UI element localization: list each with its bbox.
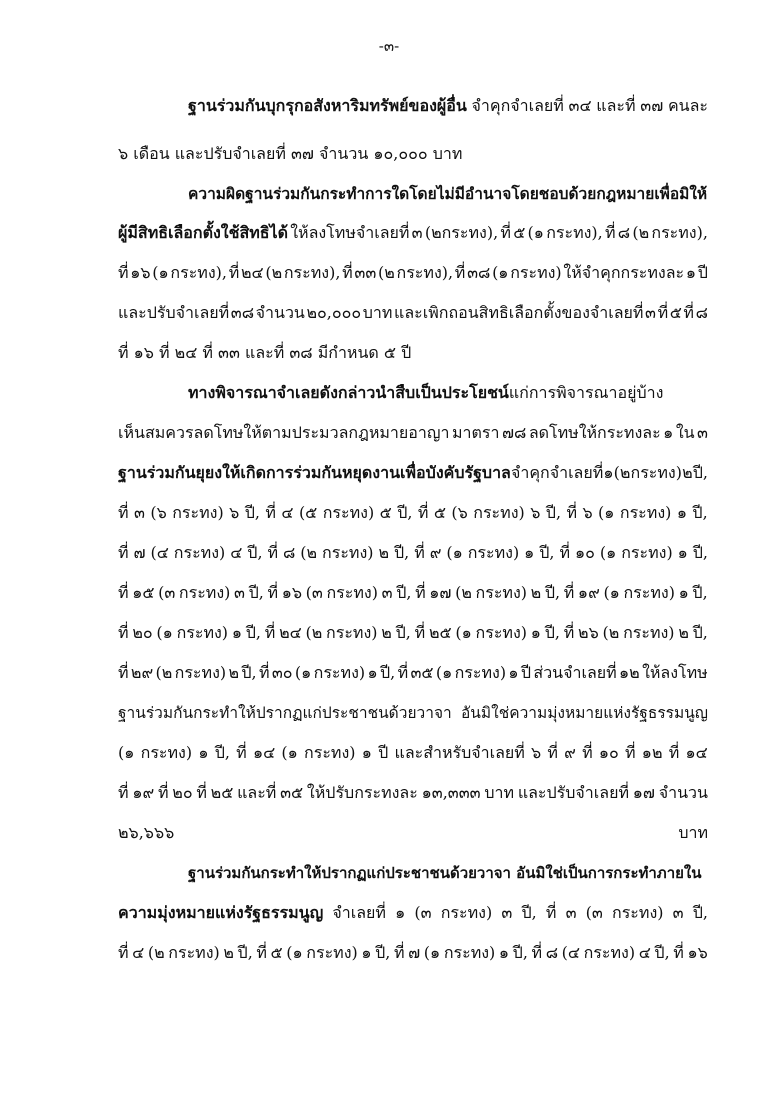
text-line: ที่ ๒๙ (๒ กระทง) ๒ ปี, ที่ ๓๐ (๑ กระทง) ๑ ปี, ที่ ๓๕ (๑ กระทง) ๑ ปี ส่วนจำเลยที่ ๑๒ ให้ลงโทษ [118, 663, 708, 682]
bold-heading-text: ทางพิจารณาจำเลยดังกล่าวนำสืบเป็นประโยชน์ [188, 383, 509, 402]
text-line [188, 862, 708, 884]
page-number: -๓- [378, 37, 400, 55]
text-line: ฐานร่วมกันกระทำให้ปรากฏแก่ประชาชนด้วยวาจา อันมิใช่ความมุ่งหมายแห่งรัฐธรรมนูญ [118, 704, 708, 722]
text-line [188, 382, 708, 404]
text-line: ที่ ๑๖ (๑ กระทง), ที่ ๒๔ (๒ กระทง), ที่ ๓๓ (๒ กระทง), ที่ ๓๘ (๑ กระทง) ให้จำคุกกระทงละ ๑ ปี [118, 263, 708, 282]
text-line: (๑ กระทง) ๑ ปี, ที่ ๑๔ (๑ กระทง) ๑ ปี และสำหรับจำเลยที่ ๖ ที่ ๙ ที่ ๑๐ ที่ ๑๒ ที่ ๑๔ [118, 743, 708, 762]
text-line: ผู้มีสิทธิเลือกตั้งใช้สิทธิได้ ให้ลงโทษจำเลยที่ ๓ (๒กระทง), ที่ ๕ (๑ กระทง), ที่ ๘ (๒ กระทง), [118, 223, 708, 242]
body-text: ๖ เดือน และปรับจำเลยที่ ๓๗ จำนวน ๑๐,๐๐๐ บาท [118, 144, 463, 163]
text-line [118, 143, 708, 165]
text-line: ฐานร่วมกันบุกรุกอสังหาริมทรัพย์ของผู้อื่น จำคุกจำเลยที่ ๓๔ และที่ ๓๗ คนละ [188, 96, 708, 115]
text-line: ๒๖,๖๖๖ บาท [118, 823, 708, 842]
text-line: ที่ ๒๐ (๑ กระทง) ๑ ปี, ที่ ๒๔ (๒ กระทง) ๒ ปี, ที่ ๒๕ (๑ กระทง) ๑ ปี, ที่ ๒๖ (๒ กระทง) ๒ ปี, [118, 623, 708, 642]
text-line: ที่ ๑๕ (๓ กระทง) ๓ ปี, ที่ ๑๖ (๓ กระทง) ๓ ปี, ที่ ๑๗ (๒ กระทง) ๒ ปี, ที่ ๑๙ (๑ กระทง) ๑ ปี, [118, 583, 708, 602]
body-text: แก่การพิจารณาอยู่บ้าง [508, 383, 664, 402]
bold-heading-text: ฐานร่วมกันกระทำให้ปรากฏแก่ประชาชนด้วยวาจา อันมิใช่เป็นการกระทำภายใน [188, 864, 702, 882]
text-line: ที่ ๔ (๒ กระทง) ๒ ปี, ที่ ๕ (๑ กระทง) ๑ ปี, ที่ ๗ (๑ กระทง) ๑ ปี, ที่ ๘ (๔ กระทง) ๔ ปี, ที่ ๑๖ [118, 943, 708, 962]
text-line: และปรับจำเลยที่ ๓๘ จำนวน ๒๐,๐๐๐ บาท และเพิกถอนสิทธิเลือกตั้งของจำเลยที่ ๓ ที่ ๕ ที่ ๘ [118, 303, 708, 322]
text-line [118, 342, 708, 364]
text-line: เห็นสมควรลดโทษให้ตามประมวลกฎหมายอาญา มาตรา ๗๘ ลดโทษให้กระทงละ ๑ ใน ๓ [118, 423, 708, 442]
text-line: ความผิดฐานร่วมกันกระทำการใดโดยไม่มีอำนาจโดยชอบด้วยกฎหมายเพื่อมิให้ [188, 184, 708, 203]
text-line: ที่ ๑๙ ที่ ๒๐ ที่ ๒๕ และที่ ๓๕ ให้ปรับกระทงละ ๑๓,๓๓๓ บาท และปรับจำเลยที่ ๑๗ จำนวน [118, 783, 708, 802]
text-line: ฐานร่วมกันยุยงให้เกิดการร่วมกันหยุดงานเพื่อบังคับรัฐบาล จำคุกจำเลยที่ ๑ (๒ กระทง) ๒ ปี, [118, 463, 708, 482]
text-line: ที่ ๗ (๔ กระทง) ๔ ปี, ที่ ๘ (๒ กระทง) ๒ ปี, ที่ ๙ (๑ กระทง) ๑ ปี, ที่ ๑๐ (๑ กระทง) ๑ ปี, [118, 543, 708, 562]
text-line: ความมุ่งหมายแห่งรัฐธรรมนูญ จำเลยที่ ๑ (๓ กระทง) ๓ ปี, ที่ ๓ (๓ กระทง) ๓ ปี, [118, 903, 708, 922]
text-line: ที่ ๓ (๖ กระทง) ๖ ปี, ที่ ๔ (๕ กระทง) ๕ ปี, ที่ ๕ (๖ กระทง) ๖ ปี, ที่ ๖ (๑ กระทง) ๑ ปี, [118, 503, 708, 522]
body-text: ที่ ๑๖ ที่ ๒๔ ที่ ๓๓ และที่ ๓๘ มีกำหนด ๕ ปี [118, 343, 412, 362]
